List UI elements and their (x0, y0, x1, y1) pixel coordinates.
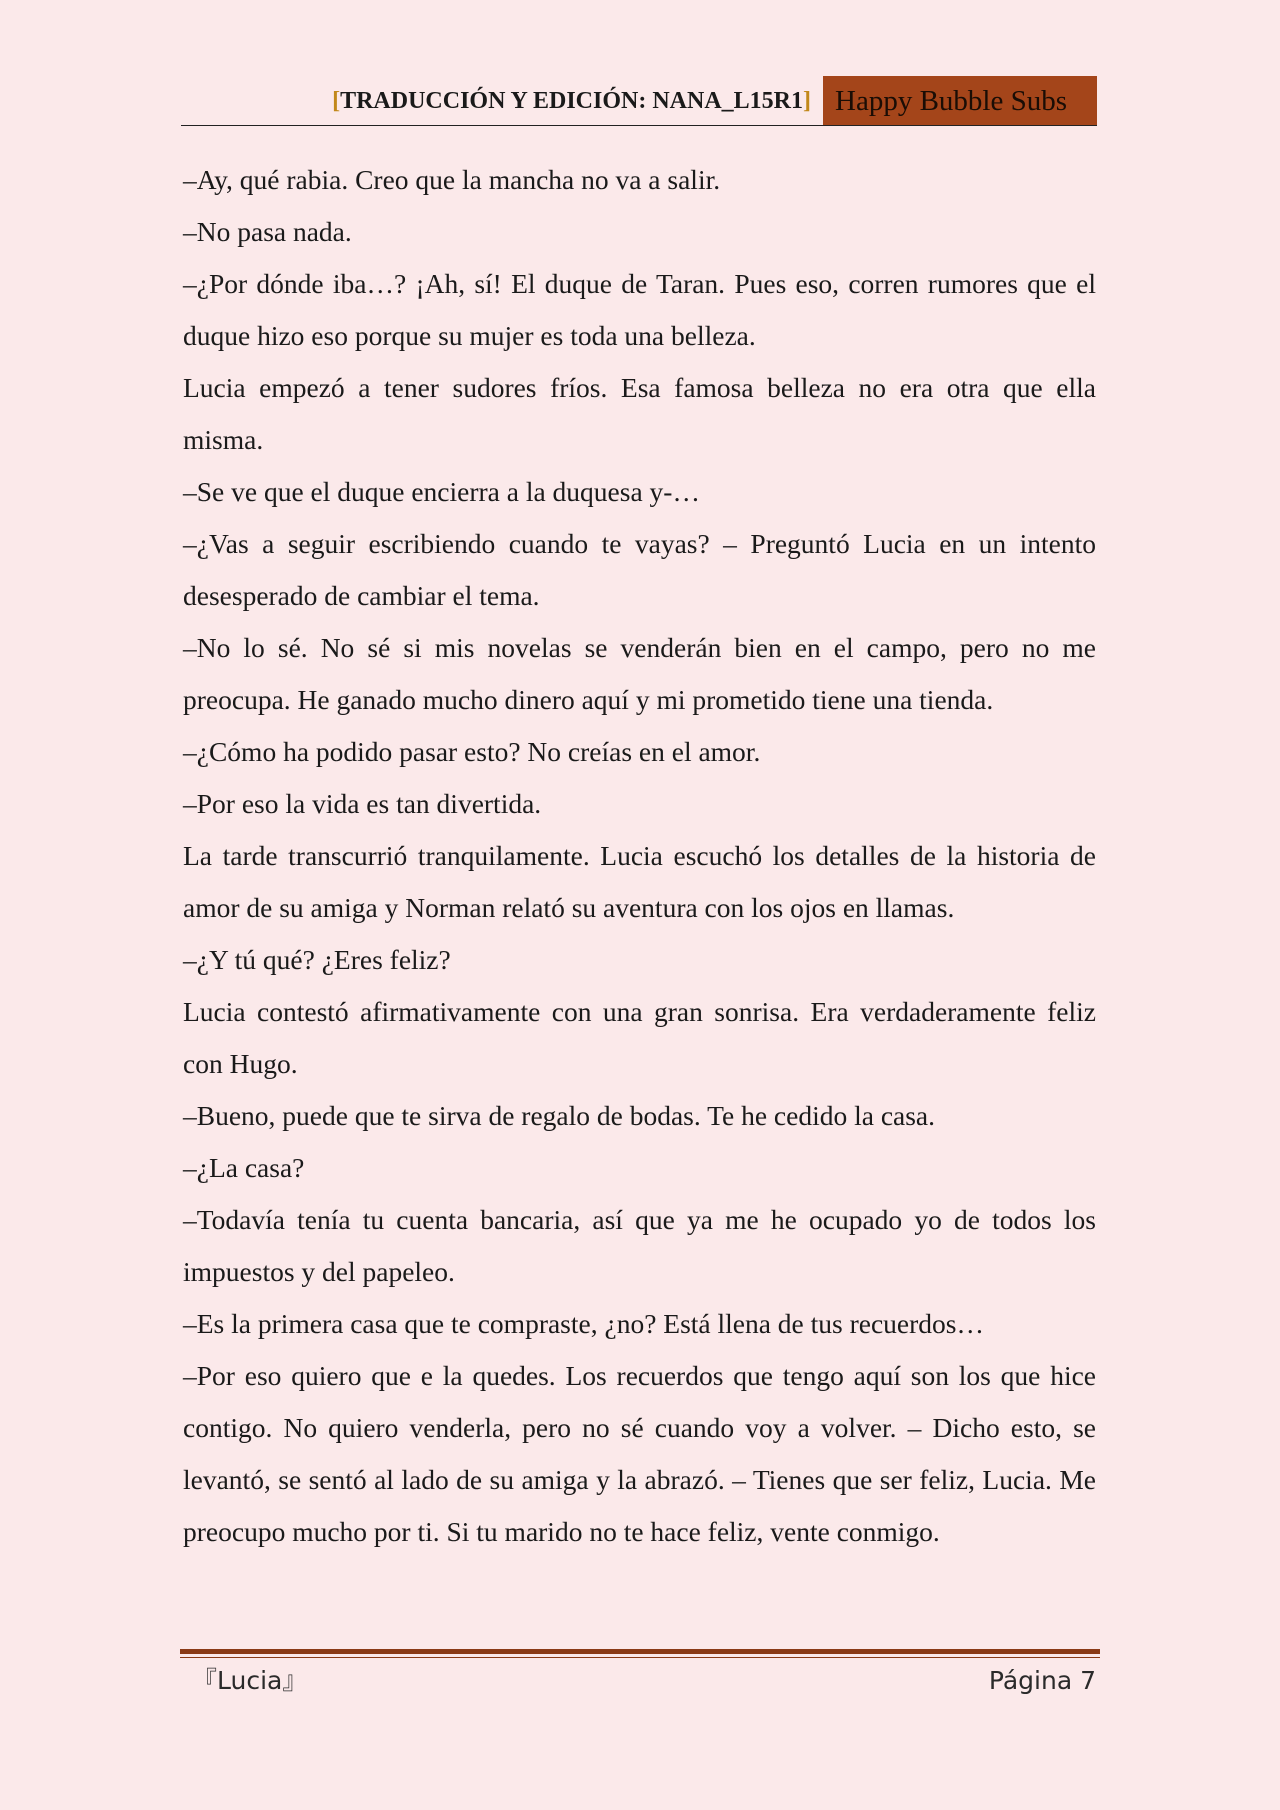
paragraph: –Ay, qué rabia. Creo que la mancha no va a salir. (183, 164, 721, 195)
paragraph: –Se ve que el duque encierra a la duquesa y-… (183, 476, 700, 507)
header-divider (181, 125, 1097, 126)
paragraph: –Por eso quiero que e la quedes. Los recuerdos que tengo aquí son los que hice contigo. No quiero venderla, pero no sé cuando voy a volver. – Dicho esto, se levantó, se sentó al lado de su amiga y la abrazó. – Tienes que ser feliz, Lucia. Me preocupo mucho por ti. Si tu marido no te hace feliz, vente conmigo. (183, 1360, 1096, 1547)
paragraph: –¿La casa? (183, 1152, 305, 1183)
paragraph: –No pasa nada. (183, 216, 352, 247)
body-text (183, 154, 1096, 1558)
page-header (181, 76, 1097, 126)
paragraph: –Es la primera casa que te compraste, ¿no? Está llena de tus recuerdos… (183, 1308, 984, 1339)
paragraph: La tarde transcurrió tranquilamente. Lucia escuchó los detalles de la historia de amor de su amiga y Norman relató su aventura con los ojos en llamas. (183, 840, 1096, 923)
paragraph: –¿Y tú qué? ¿Eres feliz? (183, 944, 451, 975)
paragraph: –¿Cómo ha podido pasar esto? No creías en el amor. (183, 736, 761, 767)
footer-book-title: 『Lucia』 (192, 1666, 308, 1695)
paragraph: Lucia empezó a tener sudores fríos. Esa famosa belleza no era otra que ella misma. (183, 372, 1096, 455)
paragraph: –Todavía tenía tu cuenta bancaria, así que ya me he ocupado yo de todos los impuestos y del papeleo. (183, 1204, 1096, 1287)
footer-divider-thin (180, 1657, 1100, 1658)
group-badge: Happy Bubble Subs (823, 76, 1097, 126)
credit-text: TRADUCCIÓN Y EDICIÓN: NANA_L15R1 (340, 88, 803, 114)
footer-page-number: Página 7 (988, 1666, 1096, 1695)
footer-divider-thick (180, 1649, 1100, 1654)
paragraph: –No lo sé. No sé si mis novelas se venderán bien en el campo, pero no me preocupa. He ganado mucho dinero aquí y mi prometido tiene una tienda. (183, 632, 1096, 715)
credit-bracket-open: [ (332, 88, 341, 114)
paragraph: –Por eso la vida es tan divertida. (183, 788, 542, 819)
paragraph: –¿Vas a seguir escribiendo cuando te vayas? – Preguntó Lucia en un intento desesperado de cambiar el tema. (183, 528, 1096, 611)
paragraph: –Bueno, puede que te sirva de regalo de bodas. Te he cedido la casa. (183, 1100, 936, 1131)
credit-bracket-close: ] (803, 88, 811, 114)
paragraph: –¿Por dónde iba…? ¡Ah, sí! El duque de Taran. Pues eso, corren rumores que el duque hizo eso porque su mujer es toda una belleza. (183, 268, 1096, 351)
translation-credit (332, 88, 811, 115)
paragraph: Lucia contestó afirmativamente con una gran sonrisa. Era verdaderamente feliz con Hugo. (183, 996, 1096, 1079)
